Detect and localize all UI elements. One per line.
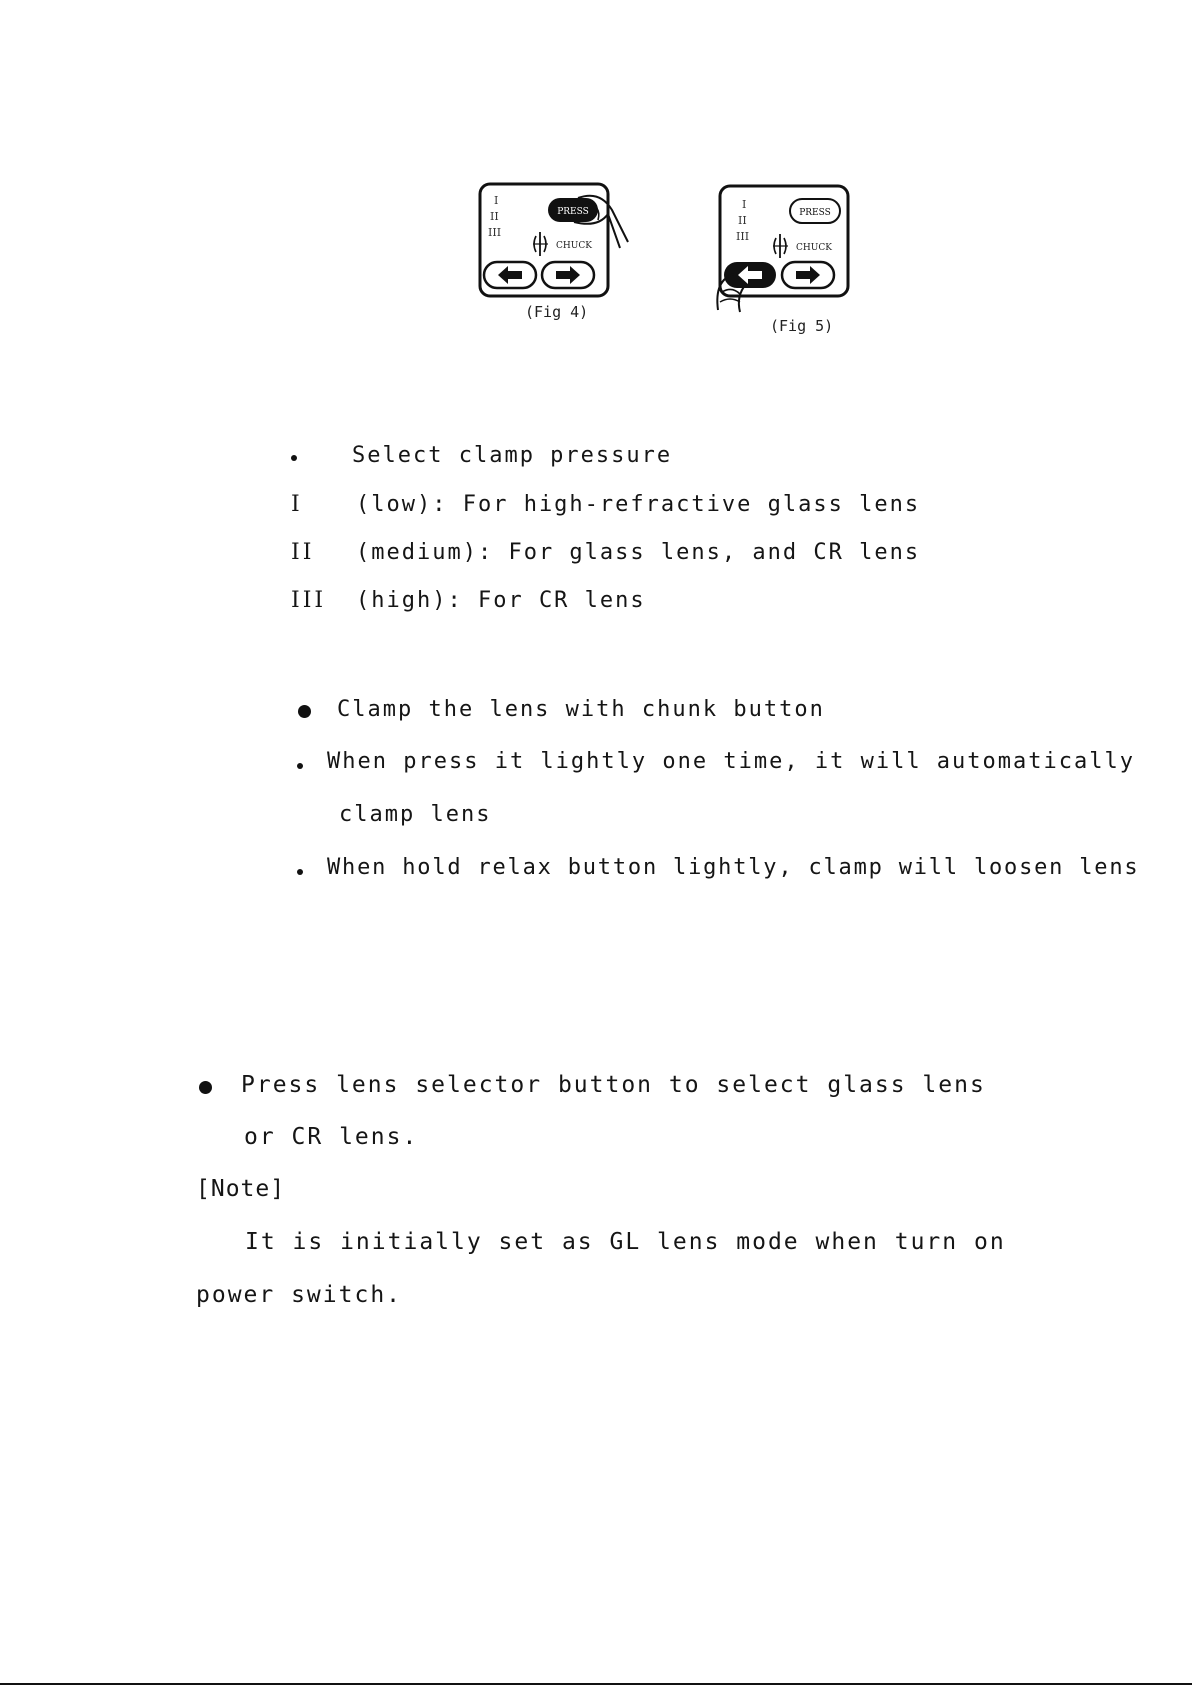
selector-line: Press lens selector button to select glass lens (241, 1072, 986, 1098)
right-arrow-icon (556, 266, 580, 284)
chuck-item-line: clamp lens (339, 802, 492, 827)
note-text: power switch. (196, 1282, 403, 1308)
fig5-caption: (Fig 5) (770, 317, 834, 335)
left-arrow-icon (498, 266, 522, 284)
note-label: [Note] (196, 1176, 286, 1202)
pressure-level-roman: II (291, 540, 315, 565)
note-text: It is initially set as GL lens mode when turn on (245, 1229, 1006, 1255)
pressure-level-text: (high): For CR lens (356, 588, 646, 613)
bullet-dot (291, 455, 297, 461)
level-label: III (736, 230, 750, 243)
bullet-dot (199, 1081, 212, 1094)
bullet-dot (298, 705, 311, 718)
pressure-level-roman: III (291, 588, 327, 613)
level-label: I (742, 198, 747, 211)
level-label: III (488, 226, 502, 239)
bullet-dot (297, 763, 303, 769)
chuck-label: CHUCK (796, 243, 832, 253)
bullet-dot (297, 869, 303, 875)
pressure-level-text: (medium): For glass lens, and CR lens (356, 540, 921, 565)
level-label: II (490, 210, 499, 223)
chuck-symbol-icon (533, 232, 548, 256)
chuck-symbol-icon (773, 234, 788, 258)
control-panel-diagram-fig5 (710, 180, 880, 330)
pressure-level-text: (low): For high-refractive glass lens (356, 492, 921, 517)
press-label: PRESS (557, 207, 589, 217)
chuck-item-line: When hold relax button lightly, clamp will loosen lens (327, 855, 1140, 880)
chuck-heading: Clamp the lens with chunk button (337, 697, 825, 722)
chuck-label: CHUCK (556, 241, 592, 251)
level-label: I (494, 194, 499, 207)
selector-line: or CR lens. (244, 1124, 419, 1150)
level-label: II (738, 214, 747, 227)
clamp-pressure-heading: Select clamp pressure (352, 443, 673, 468)
chuck-item-line: When press it lightly one time, it will automatically (327, 749, 1135, 774)
pressure-level-roman: I (291, 492, 303, 517)
press-label: PRESS (799, 208, 831, 218)
right-arrow-icon (796, 266, 820, 284)
fig4-caption: (Fig 4) (525, 303, 589, 321)
